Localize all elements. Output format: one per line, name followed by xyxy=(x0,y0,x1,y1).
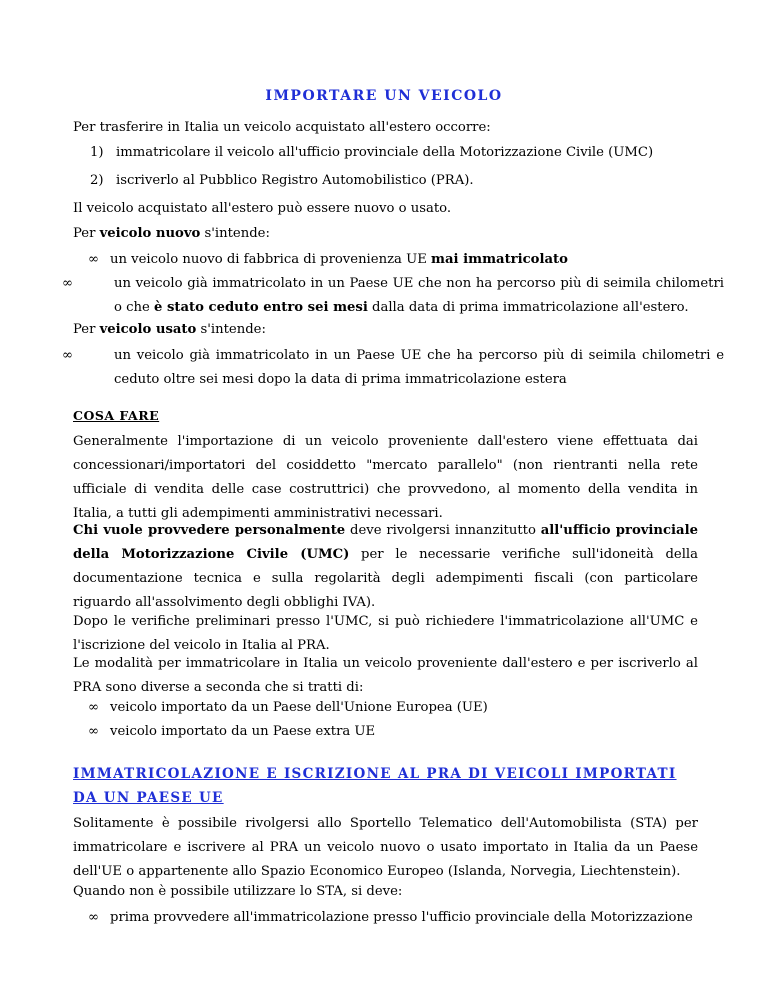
emphasis: mai immatricolato xyxy=(431,252,568,267)
list-item: ∞ un veicolo nuovo di fabbrica di provenienza UE mai immatricolato xyxy=(88,248,698,272)
step-number: 1) xyxy=(90,145,104,160)
emphasis: veicolo usato xyxy=(99,322,197,337)
infinity-bullet-icon: ∞ xyxy=(62,348,73,363)
infinity-bullet-icon: ∞ xyxy=(88,700,99,715)
section-heading-blue: IMMATRICOLAZIONE E ISCRIZIONE AL PRA DI VEICOLI IMPORTATI DA UN PAESE UE xyxy=(73,766,677,806)
intro-paragraph: Per trasferire in Italia un veicolo acquistato all'estero occorre: xyxy=(73,120,491,135)
infinity-bullet-icon: ∞ xyxy=(88,252,99,267)
list-item: ∞ prima provvedere all'immatricolazione presso l'ufficio provinciale della Motorizzazione xyxy=(88,906,698,930)
list-item: ∞ veicolo importato da un Paese extra UE xyxy=(88,720,698,744)
list-item: ∞ veicolo importato da un Paese dell'Unione Europea (UE) xyxy=(88,696,698,720)
body-paragraph: Solitamente è possibile rivolgersi allo Sportello Telematico dell'Automobilista (STA) per immatricolare e iscrivere al PRA un veicolo nuovo o usato importato in Italia da un Paese dell'UE o appartenente allo Spazio Economico Europeo (Islanda, Norvegia, Liechtenstein). xyxy=(73,816,698,879)
list-item: ∞ un veicolo già immatricolato in un Paese UE che non ha percorso più di seimila chilometri o che è stato ceduto entro sei mesi dalla data di prima immatricolazione all'estero. xyxy=(88,272,724,320)
page-title: IMPORTARE UN VEICOLO xyxy=(265,88,503,104)
infinity-bullet-icon: ∞ xyxy=(88,724,99,739)
emphasis: è stato ceduto entro sei mesi xyxy=(154,300,368,315)
new-or-used-paragraph: Il veicolo acquistato all'estero può essere nuovo o usato. xyxy=(73,201,452,216)
emphasis: all'ufficio provinciale della Motorizzazione Civile (UMC) xyxy=(73,523,698,562)
list-item: ∞ un veicolo già immatricolato in un Paese UE che ha percorso più di seimila chilometri e ceduto oltre sei mesi dopo la data di prima immatricolazione estera xyxy=(88,344,724,392)
body-paragraph: Generalmente l'importazione di un veicolo proveniente dall'estero viene effettuata dai concessionari/importatori del cosiddetto "mercato parallelo" (non rientranti nella rete ufficiale di vendita delle case costruttrici) che provvedono, al momento della vendita in Italia, a tutti gli adempimenti amministrativi necessari. xyxy=(73,434,698,521)
step-number: 2) xyxy=(90,173,104,188)
step-item xyxy=(90,141,653,165)
used-vehicle-definition: Per veicolo usato s'intende: xyxy=(73,322,266,337)
section-heading: COSA FARE xyxy=(73,408,160,423)
body-paragraph: Quando non è possibile utilizzare lo STA, si deve: xyxy=(73,884,403,899)
body-paragraph: Le modalità per immatricolare in Italia un veicolo proveniente dall'estero e per iscriverlo al PRA sono diverse a seconda che si tratti di: xyxy=(73,656,698,695)
step-text: immatricolare il veicolo all'ufficio provinciale della Motorizzazione Civile (UMC) xyxy=(116,145,654,160)
emphasis: Chi vuole provvedere personalmente xyxy=(73,523,346,538)
emphasis: veicolo nuovo xyxy=(99,226,201,241)
infinity-bullet-icon: ∞ xyxy=(88,910,99,925)
step-text: iscriverlo al Pubblico Registro Automobilistico (PRA). xyxy=(116,173,474,188)
infinity-bullet-icon: ∞ xyxy=(62,276,73,291)
body-paragraph: Dopo le verifiche preliminari presso l'UMC, si può richiedere l'immatricolazione all'UMC e l'iscrizione del veicolo in Italia al PRA. xyxy=(73,614,698,653)
body-paragraph: Chi vuole provvedere personalmente deve rivolgersi innanzitutto all'ufficio provinciale della Motorizzazione Civile (UMC) per le necessarie verifiche sull'idoneità della documentazione tecnica e sulla regolarità degli adempimenti fiscali (con particolare riguardo all'assolvimento degli obblighi IVA). xyxy=(73,523,698,610)
new-vehicle-definition: Per veicolo nuovo s'intende: xyxy=(73,226,270,241)
step-item xyxy=(90,169,474,193)
